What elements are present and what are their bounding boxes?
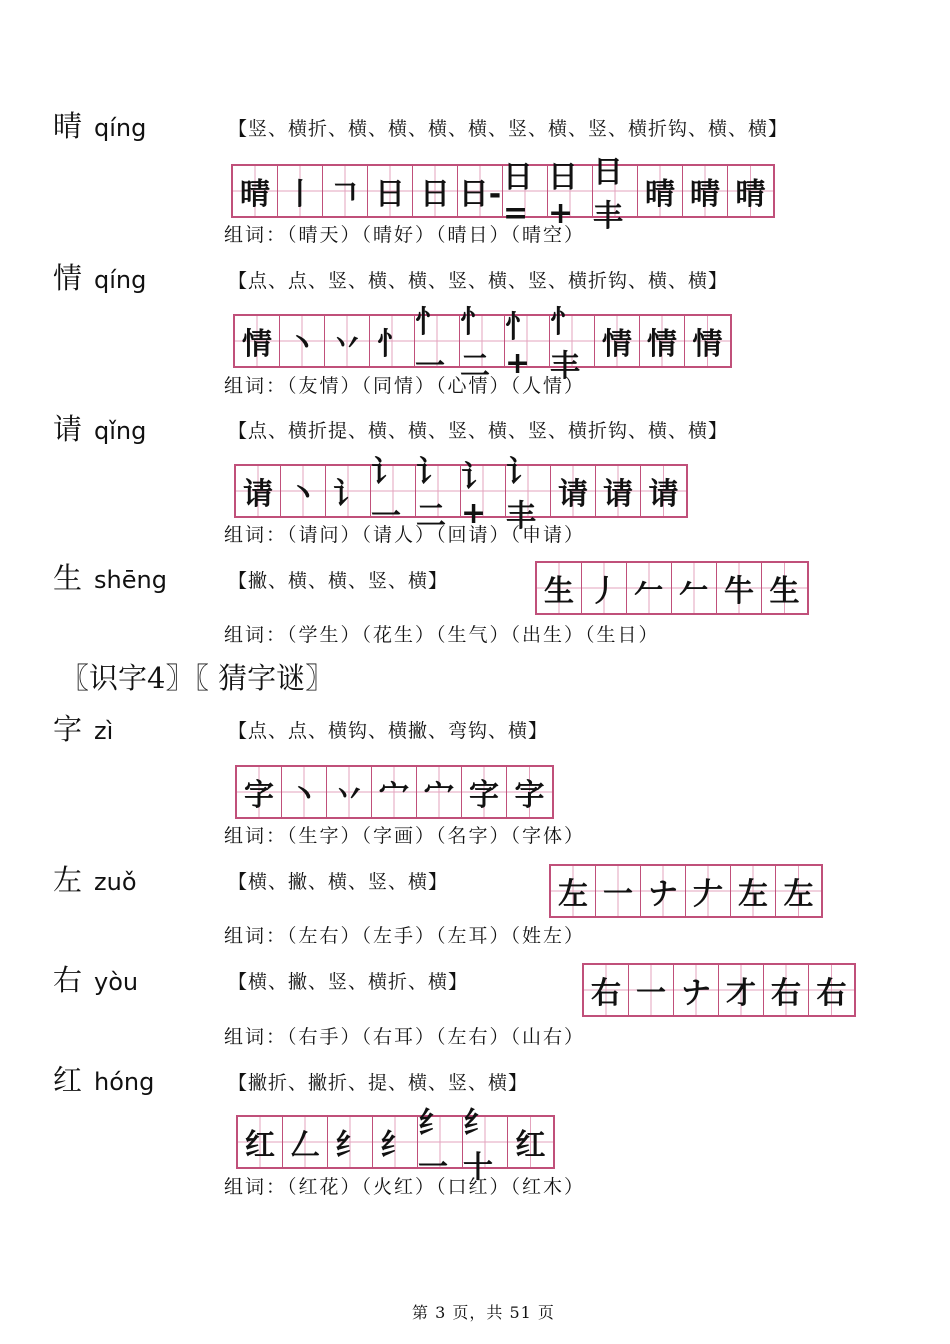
stroke-cell: 丿 <box>582 563 627 613</box>
stroke-cell: 请 <box>236 466 281 516</box>
pinyin: yòu <box>94 968 139 996</box>
character: 右 <box>53 963 83 997</box>
word-examples: 组词：（红花）（火红）（口红）（红木） <box>224 1176 586 1198</box>
stroke-cell: 丶 <box>281 466 326 516</box>
word-examples: 组词：（右手）（右耳）（左右）（山右） <box>224 1026 586 1048</box>
stroke-cell: 日 <box>368 166 413 216</box>
stroke-cell: 忄 <box>370 316 415 366</box>
stroke-cell: 纟 <box>328 1117 373 1167</box>
stroke-order-text: 【横、撇、横、竖、横】 <box>228 871 449 893</box>
stroke-cell: 丷 <box>327 767 372 817</box>
stroke-grid <box>234 455 688 534</box>
word-examples: 组词：（晴天）（晴好）（晴日）（晴空） <box>224 224 586 246</box>
stroke-order-text: 【撇、横、横、竖、横】 <box>228 570 449 592</box>
stroke-cell: 宀 <box>417 767 462 817</box>
stroke-cell: 情 <box>685 316 730 366</box>
stroke-cell: 丷 <box>325 316 370 366</box>
stroke-cell: 字 <box>507 767 552 817</box>
char-heading-zi <box>53 707 113 748</box>
stroke-cell: 情 <box>640 316 685 366</box>
char-heading-you <box>53 958 138 999</box>
pinyin: hóng <box>94 1068 155 1096</box>
pinyin: qíng <box>94 114 147 142</box>
stroke-cell: 右 <box>584 965 629 1015</box>
stroke-cell: 晴 <box>728 166 773 216</box>
stroke-cell: 红 <box>238 1117 283 1167</box>
stroke-grid <box>233 305 732 384</box>
character: 字 <box>53 712 83 746</box>
stroke-cell: 请 <box>551 466 596 516</box>
stroke-cell: 字 <box>237 767 282 817</box>
character: 晴 <box>53 109 83 143</box>
pinyin: qǐng <box>94 417 147 445</box>
stroke-cell: 请 <box>596 466 641 516</box>
stroke-grid <box>582 963 856 1017</box>
stroke-cell: 𠂉 <box>672 563 717 613</box>
word-examples: 组词：（请问）（请人）（回请）（申请） <box>224 524 586 546</box>
page-footer: 第 3 页，共 51 页 <box>412 1303 555 1322</box>
section-title: 〖识字4〗〖 猜字谜〗 <box>60 661 335 695</box>
stroke-cell: 一 <box>596 866 641 916</box>
stroke-cell: 晴 <box>233 166 278 216</box>
stroke-cell: 晴 <box>683 166 728 216</box>
stroke-order-text: 【横、撇、竖、横折、横】 <box>228 971 469 993</box>
stroke-order-text: 【点、点、横钩、横撇、弯钩、横】 <box>228 720 549 742</box>
stroke-cell: 牛 <box>717 563 762 613</box>
stroke-cell: 一 <box>629 965 674 1015</box>
char-heading-hong <box>53 1058 154 1099</box>
stroke-cell: 生 <box>537 563 582 613</box>
stroke-cell: 𠂉 <box>627 563 672 613</box>
stroke-cell: 情 <box>235 316 280 366</box>
stroke-cell: 讠 <box>326 466 371 516</box>
stroke-grid <box>549 864 823 918</box>
stroke-cell: 右 <box>809 965 854 1015</box>
stroke-cell: 忄二 <box>460 316 505 366</box>
char-heading-qing-sunny <box>53 104 146 145</box>
stroke-cell: 日+ <box>548 166 593 216</box>
stroke-cell: 𠃍 <box>323 166 368 216</box>
pinyin: zì <box>94 717 114 745</box>
stroke-cell: 𠃋 <box>283 1117 328 1167</box>
stroke-cell: 纟 <box>373 1117 418 1167</box>
stroke-cell: 忄+ <box>505 316 550 366</box>
stroke-order-text: 【点、横折提、横、横、竖、横、竖、横折钩、横、横】 <box>228 420 729 442</box>
stroke-order-text: 【撇折、撇折、提、横、竖、横】 <box>228 1072 529 1094</box>
stroke-cell: 宀 <box>372 767 417 817</box>
stroke-grid <box>236 1106 555 1185</box>
stroke-cell: 丶 <box>282 767 327 817</box>
stroke-cell: 生 <box>762 563 807 613</box>
stroke-cell: 左 <box>731 866 776 916</box>
stroke-cell: 情 <box>595 316 640 366</box>
char-heading-sheng <box>53 556 167 597</box>
stroke-grid <box>235 765 554 819</box>
stroke-cell: 忄丰 <box>550 316 595 366</box>
stroke-cell: 忄一 <box>415 316 460 366</box>
stroke-cell: 左 <box>551 866 596 916</box>
pinyin: qíng <box>94 266 147 294</box>
stroke-cell: 𠂇 <box>686 866 731 916</box>
stroke-cell: 纟一 <box>418 1117 463 1167</box>
char-heading-qing-feeling <box>53 256 146 297</box>
stroke-cell: 讠丰 <box>506 466 551 516</box>
character: 生 <box>53 561 83 595</box>
stroke-cell: 请 <box>641 466 686 516</box>
pinyin: shēng <box>94 566 167 594</box>
stroke-cell: 日 <box>413 166 458 216</box>
stroke-cell: 晴 <box>638 166 683 216</box>
char-heading-zuo <box>53 858 137 899</box>
stroke-cell: 日= <box>503 166 548 216</box>
stroke-cell: 丶 <box>280 316 325 366</box>
stroke-cell: 字 <box>462 767 507 817</box>
stroke-grid <box>231 155 775 234</box>
stroke-cell: 才 <box>719 965 764 1015</box>
character: 左 <box>53 863 83 897</box>
stroke-cell: 讠一 <box>371 466 416 516</box>
character: 红 <box>53 1063 83 1097</box>
stroke-cell: 日丰 <box>593 166 638 216</box>
stroke-cell: 右 <box>764 965 809 1015</box>
character: 情 <box>53 261 83 295</box>
stroke-cell: ナ <box>674 965 719 1015</box>
stroke-order-text: 【竖、横折、横、横、横、横、竖、横、竖、横折钩、横、横】 <box>228 118 789 140</box>
word-examples: 组词：（生字）（字画）（名字）（字体） <box>224 825 586 847</box>
word-examples: 组词：（左右）（左手）（左耳）（姓左） <box>224 925 586 947</box>
stroke-cell: 日- <box>458 166 503 216</box>
stroke-cell: ナ <box>641 866 686 916</box>
stroke-cell: 纟十 <box>463 1117 508 1167</box>
char-heading-qing-please <box>53 407 146 448</box>
word-examples: 组词：（学生）（花生）（生气）（出生）（生日） <box>224 624 660 646</box>
stroke-cell: 左 <box>776 866 821 916</box>
word-examples: 组词：（友情）（同情）（心情）（人情） <box>224 375 586 397</box>
pinyin: zuǒ <box>94 868 137 896</box>
stroke-order-text: 【点、点、竖、横、横、竖、横、竖、横折钩、横、横】 <box>228 270 729 292</box>
stroke-cell: 讠二 <box>416 466 461 516</box>
stroke-cell: 红 <box>508 1117 553 1167</box>
stroke-cell: 讠+ <box>461 466 506 516</box>
stroke-cell: 丨 <box>278 166 323 216</box>
character: 请 <box>53 412 83 446</box>
stroke-grid <box>535 561 809 615</box>
